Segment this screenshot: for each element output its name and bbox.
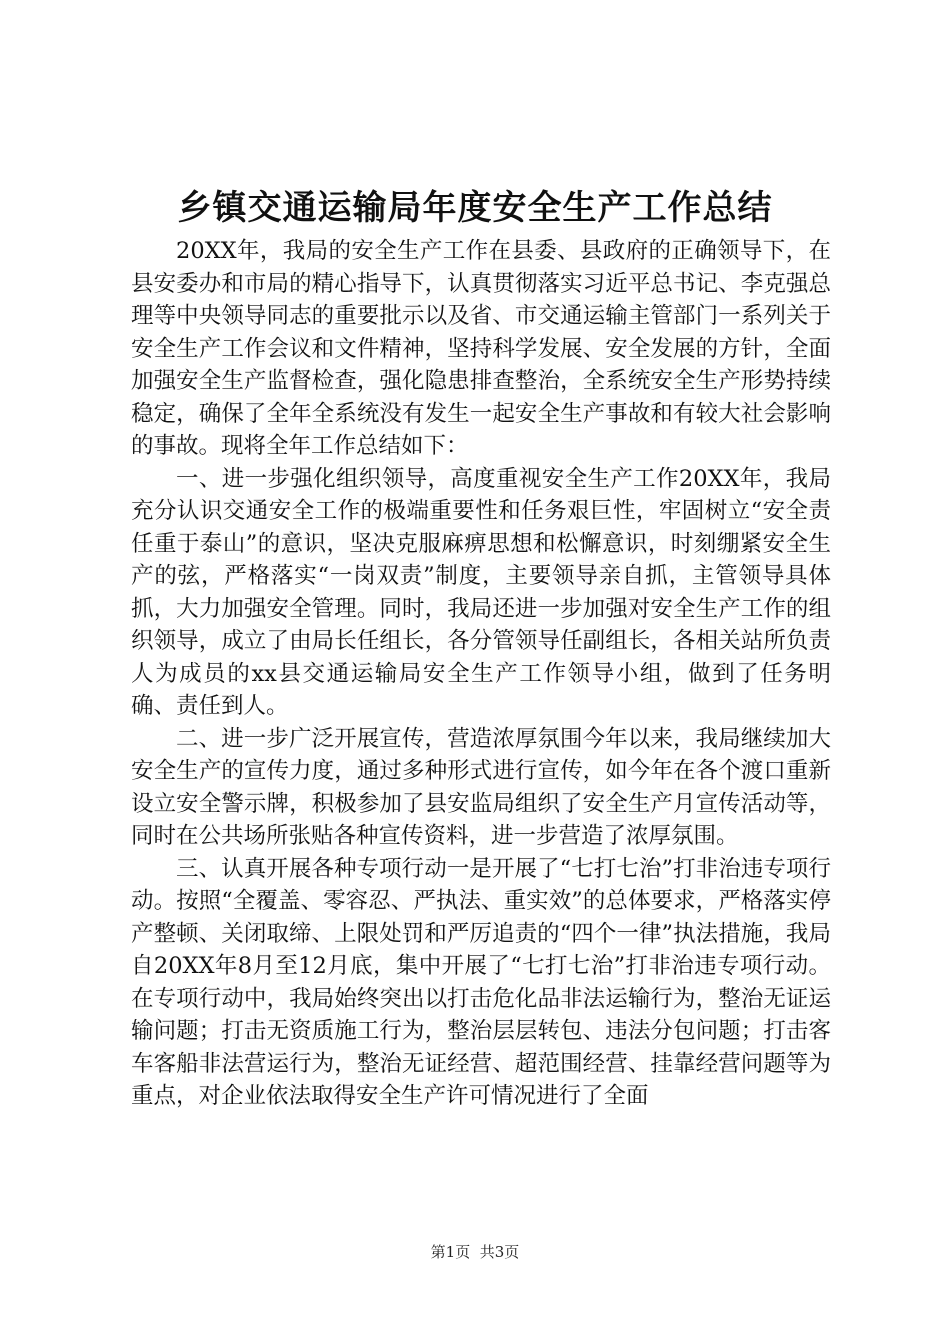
paragraph-section-2: 二、进一步广泛开展宣传，营造浓厚氛围今年以来，我局继续加大安全生产的宣传力度，通过多种形式进行宣传，如今年在各个渡口重新设立安全警示牌，积极参加了县安监局组织了安全生产月宣传活动等，同时在公共场所张贴各种宣传资料，进一步营造了浓厚氛围。 (131, 725, 831, 849)
paragraph-section-1: 一、进一步强化组织领导，高度重视安全生产工作20XX年，我局充分认识交通安全工作的极端重要性和任务艰巨性，牢固树立“安全责任重于泰山”的意识，坚决克服麻痹思想和松懈意识，时刻绷紧安全生产的弦，严格落实“一岗双责”制度，主要领导亲自抓，主管领导具体抓，大力加强安全管理。同时，我局还进一步加强对安全生产工作的组织领导，成立了由局长任组长，各分管领导任副组长，各相关站所负责人为成员的xx县交通运输局安全生产工作领导小组，做到了任务明确、责任到人。 (131, 465, 831, 719)
footer-separator (470, 1243, 480, 1261)
page-footer (0, 1242, 950, 1262)
paragraph-section-3: 三、认真开展各种专项行动一是开展了“七打七治”打非治违专项行动。按照“全覆盖、零容忍、严执法、重实效”的总体要求，严格落实停产整顿、关闭取缔、上限处罚和严厉追责的“四个一律”执法措施，我局自20XX年8月至12月底，集中开展了“七打七治”打非治违专项行动。在专项行动中，我局始终突出以打击危化品非法运输行为，整治无证运输问题；打击无资质施工行为，整治层层转包、违法分包问题；打击客车客船非法营运行为，整治无证经营、超范围经营、挂靠经营问题等为重点，对企业依法取得安全生产许可情况进行了全面 (131, 855, 831, 1109)
page-total: 共3页 (479, 1243, 520, 1261)
page-number: 第1页 (430, 1243, 471, 1261)
document-body (131, 235, 831, 1113)
paragraph-intro: 20XX年，我局的安全生产工作在县委、县政府的正确领导下，在县安委办和市局的精心指导下，认真贯彻落实习近平总书记、李克强总理等中央领导同志的重要批示以及省、市交通运输主管部门一系列关于安全生产工作会议和文件精神，坚持科学发展、安全发展的方针，全面加强安全生产监督检查，强化隐患排查整治，全系统安全生产形势持续稳定，确保了全年全系统没有发生一起安全生产事故和有较大社会影响的事故。现将全年工作总结如下： (131, 238, 831, 459)
document-title: 乡镇交通运输局年度安全生产工作总结 (177, 188, 773, 228)
